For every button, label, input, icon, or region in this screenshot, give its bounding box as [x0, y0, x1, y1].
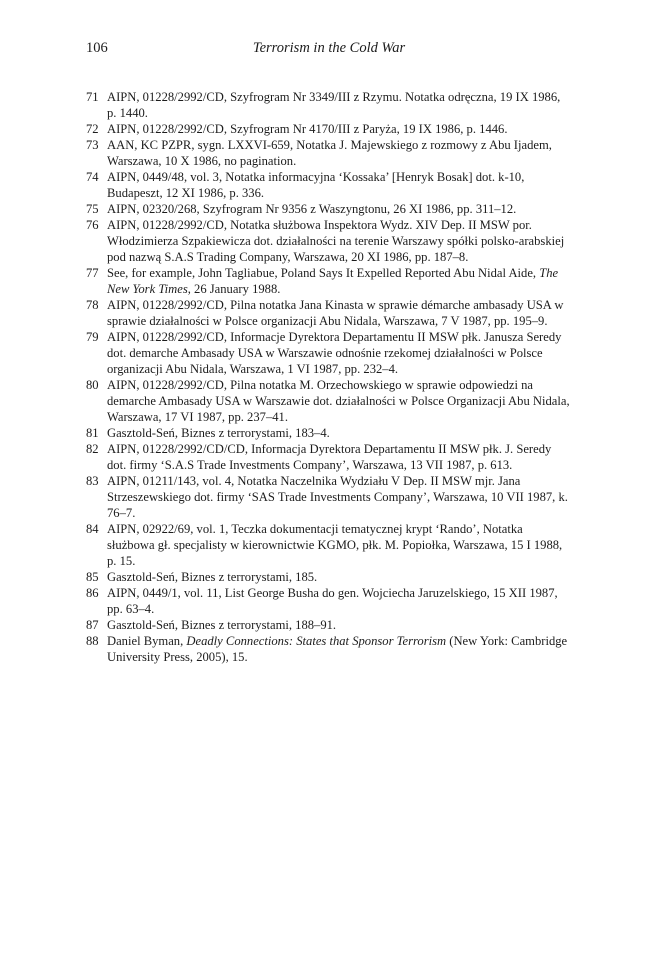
endnote-text-segment: AAN, KC PZPR, sygn. LXXVI-659, Notatka J. Majewskiego z rozmowy z Abu Ijadem, Warszawa, 10 X 1986, no pagination.	[107, 138, 552, 168]
endnote-text	[107, 137, 572, 169]
endnote-text	[107, 569, 572, 585]
endnote-text-segment: (New York: Cambridge University Press, 2005), 15.	[107, 634, 568, 664]
endnote	[86, 201, 572, 217]
endnote-number: 87	[86, 618, 99, 632]
endnote-text-segment: AIPN, 01211/143, vol. 4, Notatka Naczelnika Wydziału V Dep. II MSW mjr. Jana Strzeszewskiego dot. firmy ‘SAS Trade Investments Company’, Warszawa, 10 VII 1987, k. 76–7.	[107, 474, 568, 520]
endnote-italic-title: Deadly Connections: States that Sponsor Terrorism	[186, 634, 447, 648]
endnote-text-segment: AIPN, 01228/2992/CD, Pilna notatka M. Orzechowskiego w sprawie odpowiedzi na demarche Ambasady USA w Warszawie dot. działalności w Polsce Organizacji Abu Nidala, Warszawa, 17 VI 1987, pp. 237–41.	[107, 378, 570, 424]
endnote-text-segment: AIPN, 01228/2992/CD, Notatka służbowa Inspektora Wydz. XIV Dep. II MSW por. Włodzimierza Szpakiewicza dot. działalności na terenie Warszawy spółki polsko-arabskiej pod nazwą S.A.S Trading Company, Warszawa, 20 XI 1986, pp. 187–8.	[107, 218, 565, 264]
endnote-number: 76	[86, 218, 99, 232]
endnote-text	[107, 441, 572, 473]
endnote-number: 73	[86, 138, 99, 152]
endnote-text-segment: AIPN, 01228/2992/CD, Szyfrogram Nr 3349/III z Rzymu. Notatka odręczna, 19 IX 1986, p. 1440.	[107, 90, 561, 120]
running-title: Terrorism in the Cold War	[252, 40, 406, 56]
endnote	[86, 377, 572, 425]
endnote-number: 79	[86, 330, 99, 344]
page-number: 106	[86, 40, 108, 56]
endnote-text	[107, 169, 572, 201]
endnote-text-segment: Daniel Byman,	[107, 634, 187, 648]
running-header	[86, 40, 572, 60]
endnote-text-segment: AIPN, 01228/2992/CD/CD, Informacja Dyrektora Departamentu II MSW płk. J. Seredy dot. firmy ‘S.A.S Trade Investments Company’, Warszawa, 13 VII 1987, p. 613.	[107, 442, 552, 472]
endnote-text	[107, 121, 572, 137]
endnote-number: 86	[86, 586, 99, 600]
endnote-number: 72	[86, 122, 99, 136]
endnote-italic-title: The New York Times	[107, 266, 559, 296]
endnote-text-segment: AIPN, 01228/2992/CD, Informacje Dyrektora Departamentu II MSW płk. Janusza Seredy dot. demarche Ambasady USA w Warszawie odnośnie rzekomej działalności w Polsce organizacji Abu Nidala, Warszawa, 1 VI 1987, pp. 232–4.	[107, 330, 562, 376]
endnote-text	[107, 217, 572, 265]
endnote-text	[107, 201, 572, 217]
endnote-number: 88	[86, 634, 99, 648]
endnote-text	[107, 265, 572, 297]
endnote	[86, 217, 572, 265]
endnote	[86, 137, 572, 169]
endnote-text-segment: Gasztold-Seń, Biznes z terrorystami, 188–91.	[107, 618, 337, 632]
endnote	[86, 633, 572, 665]
endnote	[86, 585, 572, 617]
endnote	[86, 521, 572, 569]
endnote-text	[107, 521, 572, 569]
endnote-number: 82	[86, 442, 99, 456]
endnote-text-segment: AIPN, 0449/48, vol. 3, Notatka informacyjna ‘Kossaka’ [Henryk Bosak] dot. k-10, Budapeszt, 12 XI 1986, p. 336.	[107, 170, 525, 200]
endnote-number: 74	[86, 170, 99, 184]
endnote	[86, 265, 572, 297]
endnote-number: 80	[86, 378, 99, 392]
endnote-number: 71	[86, 90, 99, 104]
endnote-text	[107, 89, 572, 121]
endnote-text	[107, 633, 572, 665]
endnote-number: 78	[86, 298, 99, 312]
endnote-text	[107, 425, 572, 441]
endnote-text	[107, 617, 572, 633]
endnote-text	[107, 329, 572, 377]
endnote-number: 85	[86, 570, 99, 584]
endnotes-list	[86, 89, 572, 665]
endnote	[86, 441, 572, 473]
endnote-number: 83	[86, 474, 99, 488]
endnote-text-segment: AIPN, 02922/69, vol. 1, Teczka dokumentacji tematycznej krypt ‘Rando’, Notatka służbowa gł. specjalisty w kierownictwie KGMO, płk. M. Popiołka, Warszawa, 15 I 1988, p. 15.	[107, 522, 563, 568]
endnote-text-segment: , 26 January 1988.	[187, 282, 281, 296]
endnote-text-segment: Gasztold-Seń, Biznes z terrorystami, 185.	[107, 570, 318, 584]
endnote-text-segment: AIPN, 01228/2992/CD, Szyfrogram Nr 4170/III z Paryża, 19 IX 1986, p. 1446.	[107, 122, 508, 136]
endnote	[86, 425, 572, 441]
endnote	[86, 569, 572, 585]
endnote	[86, 297, 572, 329]
endnote	[86, 329, 572, 377]
endnote-number: 77	[86, 266, 99, 280]
endnote-number: 81	[86, 426, 99, 440]
endnote-text	[107, 473, 572, 521]
endnote-text	[107, 377, 572, 425]
endnote-text-segment: See, for example, John Tagliabue, Poland Says It Expelled Reported Abu Nidal Aide,	[107, 266, 540, 280]
endnote-text	[107, 585, 572, 617]
endnote	[86, 121, 572, 137]
endnote-text-segment: AIPN, 02320/268, Szyfrogram Nr 9356 z Waszyngtonu, 26 XI 1986, pp. 311–12.	[107, 202, 517, 216]
endnote	[86, 617, 572, 633]
endnote	[86, 169, 572, 201]
endnote-number: 75	[86, 202, 99, 216]
endnote	[86, 89, 572, 121]
endnote-text	[107, 297, 572, 329]
endnote-number: 84	[86, 522, 99, 536]
endnote-text-segment: AIPN, 0449/1, vol. 11, List George Busha do gen. Wojciecha Jaruzelskiego, 15 XII 1987, pp. 63–4.	[107, 586, 558, 616]
endnote	[86, 473, 572, 521]
endnote-text-segment: Gasztold-Seń, Biznes z terrorystami, 183–4.	[107, 426, 330, 440]
endnote-text-segment: AIPN, 01228/2992/CD, Pilna notatka Jana Kinasta w sprawie démarche ambasady USA w sprawie działalności w Polsce organizacji Abu Nidala, Warszawa, 7 V 1987, pp. 195–9.	[107, 298, 564, 328]
